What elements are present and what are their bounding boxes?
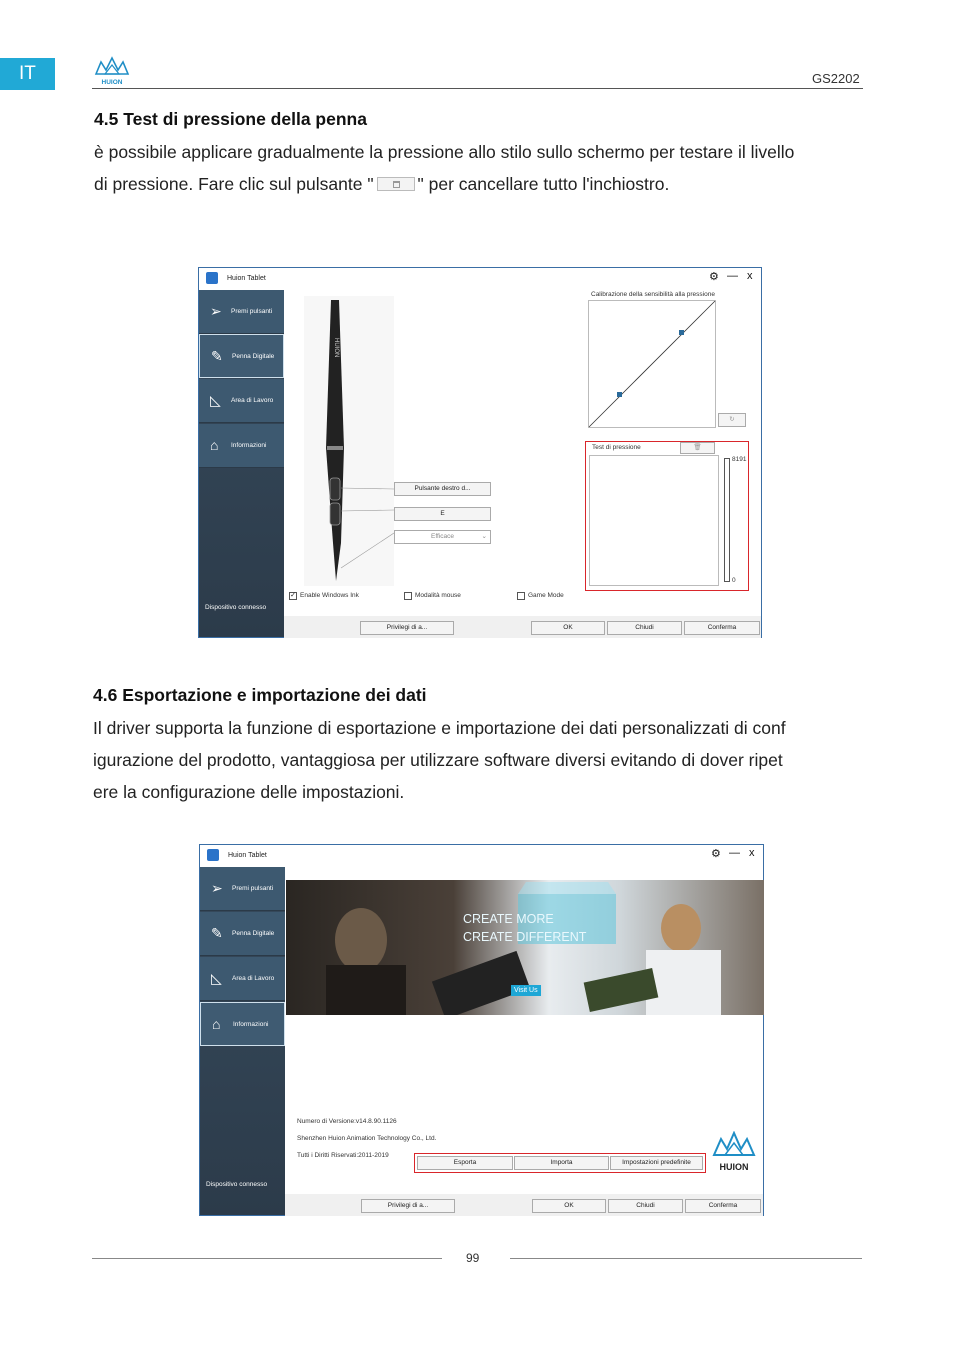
nav-label: Penna Digitale	[232, 930, 275, 937]
reset-curve-button[interactable]: ↻	[718, 413, 746, 427]
sidebar	[199, 290, 284, 637]
game-mode-checkbox[interactable]	[517, 592, 525, 600]
sidebar	[200, 867, 285, 1215]
pressure-test-label: Test di pressione	[592, 444, 641, 451]
title-bar	[199, 268, 761, 290]
close-icon[interactable]: x	[749, 847, 755, 859]
pen-icon: ✎	[211, 925, 223, 941]
huion-logo	[708, 1131, 760, 1175]
nav-label: Area di Lavoro	[232, 975, 275, 982]
privileges-button[interactable]: Privilegi di a...	[360, 621, 454, 635]
mode-select-value: Efficace	[430, 533, 454, 540]
minimize-icon[interactable]: —	[729, 847, 740, 859]
device-connected-status: Dispositivo connesso	[205, 604, 267, 611]
window-title: Huion Tablet	[227, 275, 266, 282]
nav-label: Premi pulsanti	[231, 308, 273, 315]
export-button[interactable]: Esporta	[417, 1156, 513, 1170]
section-4-6-paragraph	[93, 712, 883, 808]
privileges-button[interactable]: Privilegi di a...	[361, 1199, 455, 1213]
device-connected-status: Dispositivo connesso	[206, 1181, 268, 1188]
banner-slogan	[463, 910, 586, 946]
windows-ink-checkbox[interactable]: ✓	[290, 592, 296, 599]
nav-item-premi-pulsanti[interactable]	[200, 867, 285, 911]
nav-item-informazioni[interactable]	[199, 424, 284, 468]
settings-icon[interactable]: ⚙	[711, 848, 721, 860]
paragraph-line-2a: di pressione. Fare clic sul pulsante "	[94, 174, 374, 194]
nav-label: Premi pulsanti	[232, 885, 274, 892]
nav-item-informazioni[interactable]	[200, 1002, 285, 1046]
pen-lower-button-select[interactable]: E	[394, 507, 491, 521]
window-title: Huion Tablet	[228, 852, 267, 859]
game-mode-label: Game Mode	[528, 592, 564, 599]
trash-icon	[393, 181, 400, 188]
banner-line-1: CREATE MORE	[463, 912, 554, 926]
ok-button[interactable]: OK	[531, 621, 605, 635]
section-4-5-paragraph	[94, 136, 874, 200]
confirm-button[interactable]: Conferma	[684, 621, 760, 635]
windows-ink-label: Enable Windows Ink	[300, 592, 359, 599]
title-bar	[200, 845, 763, 867]
paragraph-line-1: è possibile applicare gradualmente la pressione allo stilo sullo schermo per testare il livello	[94, 142, 795, 162]
paragraph-line-2: igurazione del prodotto, vantaggiosa per utilizzare software diversi evitando di dover ripet	[93, 750, 783, 770]
svg-text:HUION: HUION	[333, 338, 339, 358]
pressure-test-canvas[interactable]	[589, 455, 719, 586]
nav-label: Informazioni	[231, 442, 267, 449]
minimize-icon[interactable]: —	[727, 270, 738, 282]
home-icon: ⌂	[212, 1016, 221, 1032]
pressure-max-label: 8191	[732, 456, 747, 463]
confirm-button[interactable]: Conferma	[685, 1199, 761, 1213]
header-divider	[92, 88, 863, 89]
pen-button-leader-lines	[339, 483, 439, 573]
settings-icon[interactable]: ⚙	[709, 271, 719, 283]
nav-label: Informazioni	[233, 1021, 269, 1028]
calibration-label: Calibrazione della sensibilità alla pressione	[591, 291, 715, 298]
huion-tablet-window-pen	[198, 267, 762, 638]
rights-text: Tutti i Diritti Riservati:2011-2019	[297, 1152, 389, 1159]
pressure-curve-graph[interactable]	[588, 300, 718, 430]
language-tab: IT	[0, 58, 55, 90]
ok-button[interactable]: OK	[532, 1199, 606, 1213]
mouse-mode-checkbox[interactable]	[404, 592, 412, 600]
huion-logo	[93, 56, 131, 86]
promo-banner[interactable]	[286, 880, 764, 1015]
footer-rule-left	[92, 1258, 442, 1259]
close-button[interactable]: Chiudi	[607, 621, 682, 635]
paragraph-line-2b: " per cancellare tutto l'inchiostro.	[417, 174, 670, 194]
nav-item-area-di-lavoro[interactable]	[200, 957, 285, 1001]
nav-item-penna-digitale[interactable]	[199, 334, 284, 378]
pressure-min-label: 0	[732, 577, 736, 584]
mode-select[interactable]	[394, 530, 491, 544]
pen-upper-button-select[interactable]: Pulsante destro d...	[394, 482, 491, 496]
section-title-4-6: 4.6 Esportazione e importazione dei dati	[93, 685, 427, 705]
close-button[interactable]: Chiudi	[608, 1199, 683, 1213]
nav-label: Area di Lavoro	[231, 397, 274, 404]
triangle-ruler-icon: ◺	[211, 970, 222, 986]
mouse-mode-label: Modalità mouse	[415, 592, 461, 599]
banner-line-2: CREATE DIFFERENT	[463, 930, 587, 944]
footer-rule-right	[510, 1258, 862, 1259]
svg-text:HUION: HUION	[719, 1162, 749, 1172]
clear-ink-button[interactable]: 🗑	[680, 442, 715, 454]
app-icon	[207, 849, 219, 861]
model-number: GS2202	[812, 71, 860, 86]
section-title-4-5: 4.5 Test di pressione della penna	[94, 109, 367, 129]
default-settings-button[interactable]: Impostazioni predefinite	[610, 1156, 703, 1170]
visit-us-button[interactable]: Visit Us	[511, 985, 541, 996]
svg-text:HUION: HUION	[101, 79, 123, 86]
paragraph-line-3: ere la configurazione delle impostazioni.	[93, 782, 405, 802]
send-icon: ➢	[211, 880, 223, 896]
nav-item-penna-digitale[interactable]	[200, 912, 285, 956]
pen-icon: ✎	[211, 348, 223, 364]
chevron-down-icon: ⌄	[481, 533, 487, 540]
app-icon	[206, 272, 218, 284]
nav-label: Penna Digitale	[232, 353, 275, 360]
version-text: Numero di Versione:v14.8.90.1126	[297, 1118, 397, 1125]
clear-ink-button-image	[377, 177, 415, 191]
close-icon[interactable]: x	[747, 270, 753, 282]
company-text: Shenzhen Huion Animation Technology Co., Ltd.	[297, 1135, 437, 1142]
home-icon: ⌂	[210, 437, 219, 453]
huion-tablet-window-info	[199, 844, 764, 1216]
nav-item-area-di-lavoro[interactable]	[199, 379, 284, 423]
send-icon: ➢	[210, 303, 222, 319]
triangle-ruler-icon: ◺	[210, 392, 221, 408]
nav-item-premi-pulsanti[interactable]	[199, 290, 284, 334]
import-button[interactable]: Importa	[514, 1156, 609, 1170]
pressure-level-bar	[724, 458, 730, 582]
paragraph-line-1: Il driver supporta la funzione di esportazione e importazione dei dati personalizzati di conf	[93, 718, 786, 738]
page-number: 99	[466, 1251, 480, 1265]
